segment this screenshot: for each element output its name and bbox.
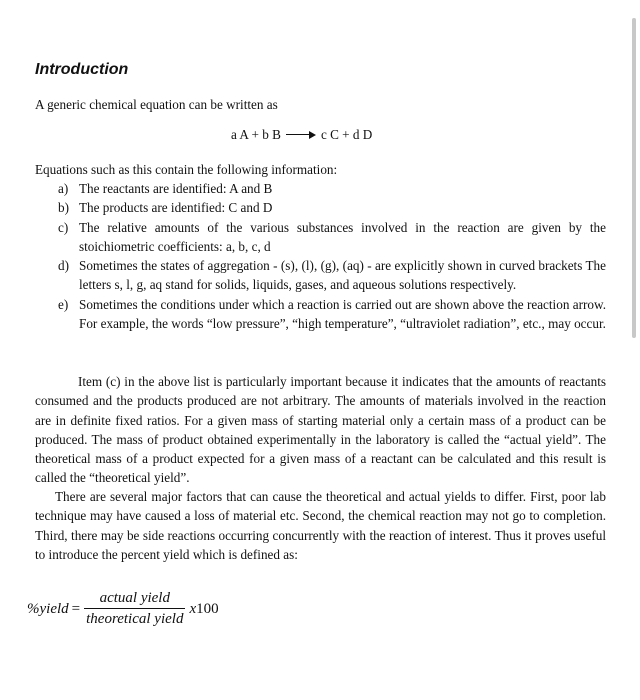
reaction-arrow-icon — [286, 130, 316, 140]
formula-multiplier — [189, 601, 218, 618]
information-list — [58, 179, 606, 333]
list-marker: a) — [58, 181, 69, 196]
scrollbar-thumb[interactable] — [632, 18, 636, 338]
section-heading: Introduction — [35, 61, 129, 78]
formula-denominator: theoretical yield — [86, 611, 184, 627]
chemical-equation — [231, 127, 372, 143]
list-item — [58, 295, 606, 334]
percent-yield-formula — [27, 590, 219, 628]
list-item-text: Sometimes the conditions under which a reaction is carried out are shown above the reaction arrow. For example, the words “low pressure”, “high temperature”, “ultraviolet radiation”, etc., may occur. — [79, 296, 606, 332]
list-item-text: The reactants are identified: A and B — [79, 181, 273, 196]
scrollbar[interactable] — [632, 18, 636, 338]
formula-numerator: actual yield — [99, 590, 170, 606]
equation-reactants: a A + b B — [231, 127, 281, 142]
list-lead-text: Equations such as this contain the following information: — [35, 162, 338, 177]
list-item — [58, 198, 606, 217]
list-marker: d) — [58, 258, 69, 274]
list-item — [58, 179, 606, 198]
paragraph-yield-factors: There are several major factors that can cause the theoretical and actual yields to differ. First, poor lab technique may have caused a loss of material etc. Second, the chemical reaction may not go to completion. Third, there may be side reactions occurring concurrently with the reaction of interest. Thus it proves useful to introduce the percent yield which is defined as: — [35, 489, 606, 562]
formula-fraction — [84, 590, 185, 628]
formula-times: x — [189, 600, 197, 617]
list-item-text: Sometimes the states of aggregation - (s), (l), (g), (aq) - are explicitly shown in curved brackets The letters s, l, g, aq stand for solids, liquids, gases, and aqueous solutions respectively. — [79, 258, 606, 293]
list-item — [58, 256, 606, 295]
formula-factor: 100 — [196, 600, 219, 617]
list-marker: e) — [58, 296, 69, 312]
list-item-text: The relative amounts of the various substances involved in the reaction are given by the stoichiometric coefficients: a, b, c, d — [79, 219, 606, 254]
paragraph-yield-definition: Item (c) in the above list is particularly important because it indicates that the amounts of reactants consumed and the products produced are not arbitrary. The amounts of materials involved in the reaction are in definite fixed ratios. For a given mass of starting material only a certain mass of a product can be produced. The mass of product obtained experimentally in the laboratory is called the “actual yield”. The theoretical mass of a product expected for a given mass of a reactant can be calculated and this result is called the “theoretical yield”. — [35, 374, 606, 486]
list-item — [58, 218, 606, 257]
formula-lhs: %yield — [27, 600, 69, 617]
list-marker: c) — [58, 219, 69, 235]
list-item-text: The products are identified: C and D — [79, 200, 273, 216]
intro-text: A generic chemical equation can be written as — [35, 97, 278, 112]
formula-equals: = — [71, 600, 81, 617]
equation-products: c C + d D — [320, 127, 373, 142]
list-marker: b) — [58, 200, 69, 216]
